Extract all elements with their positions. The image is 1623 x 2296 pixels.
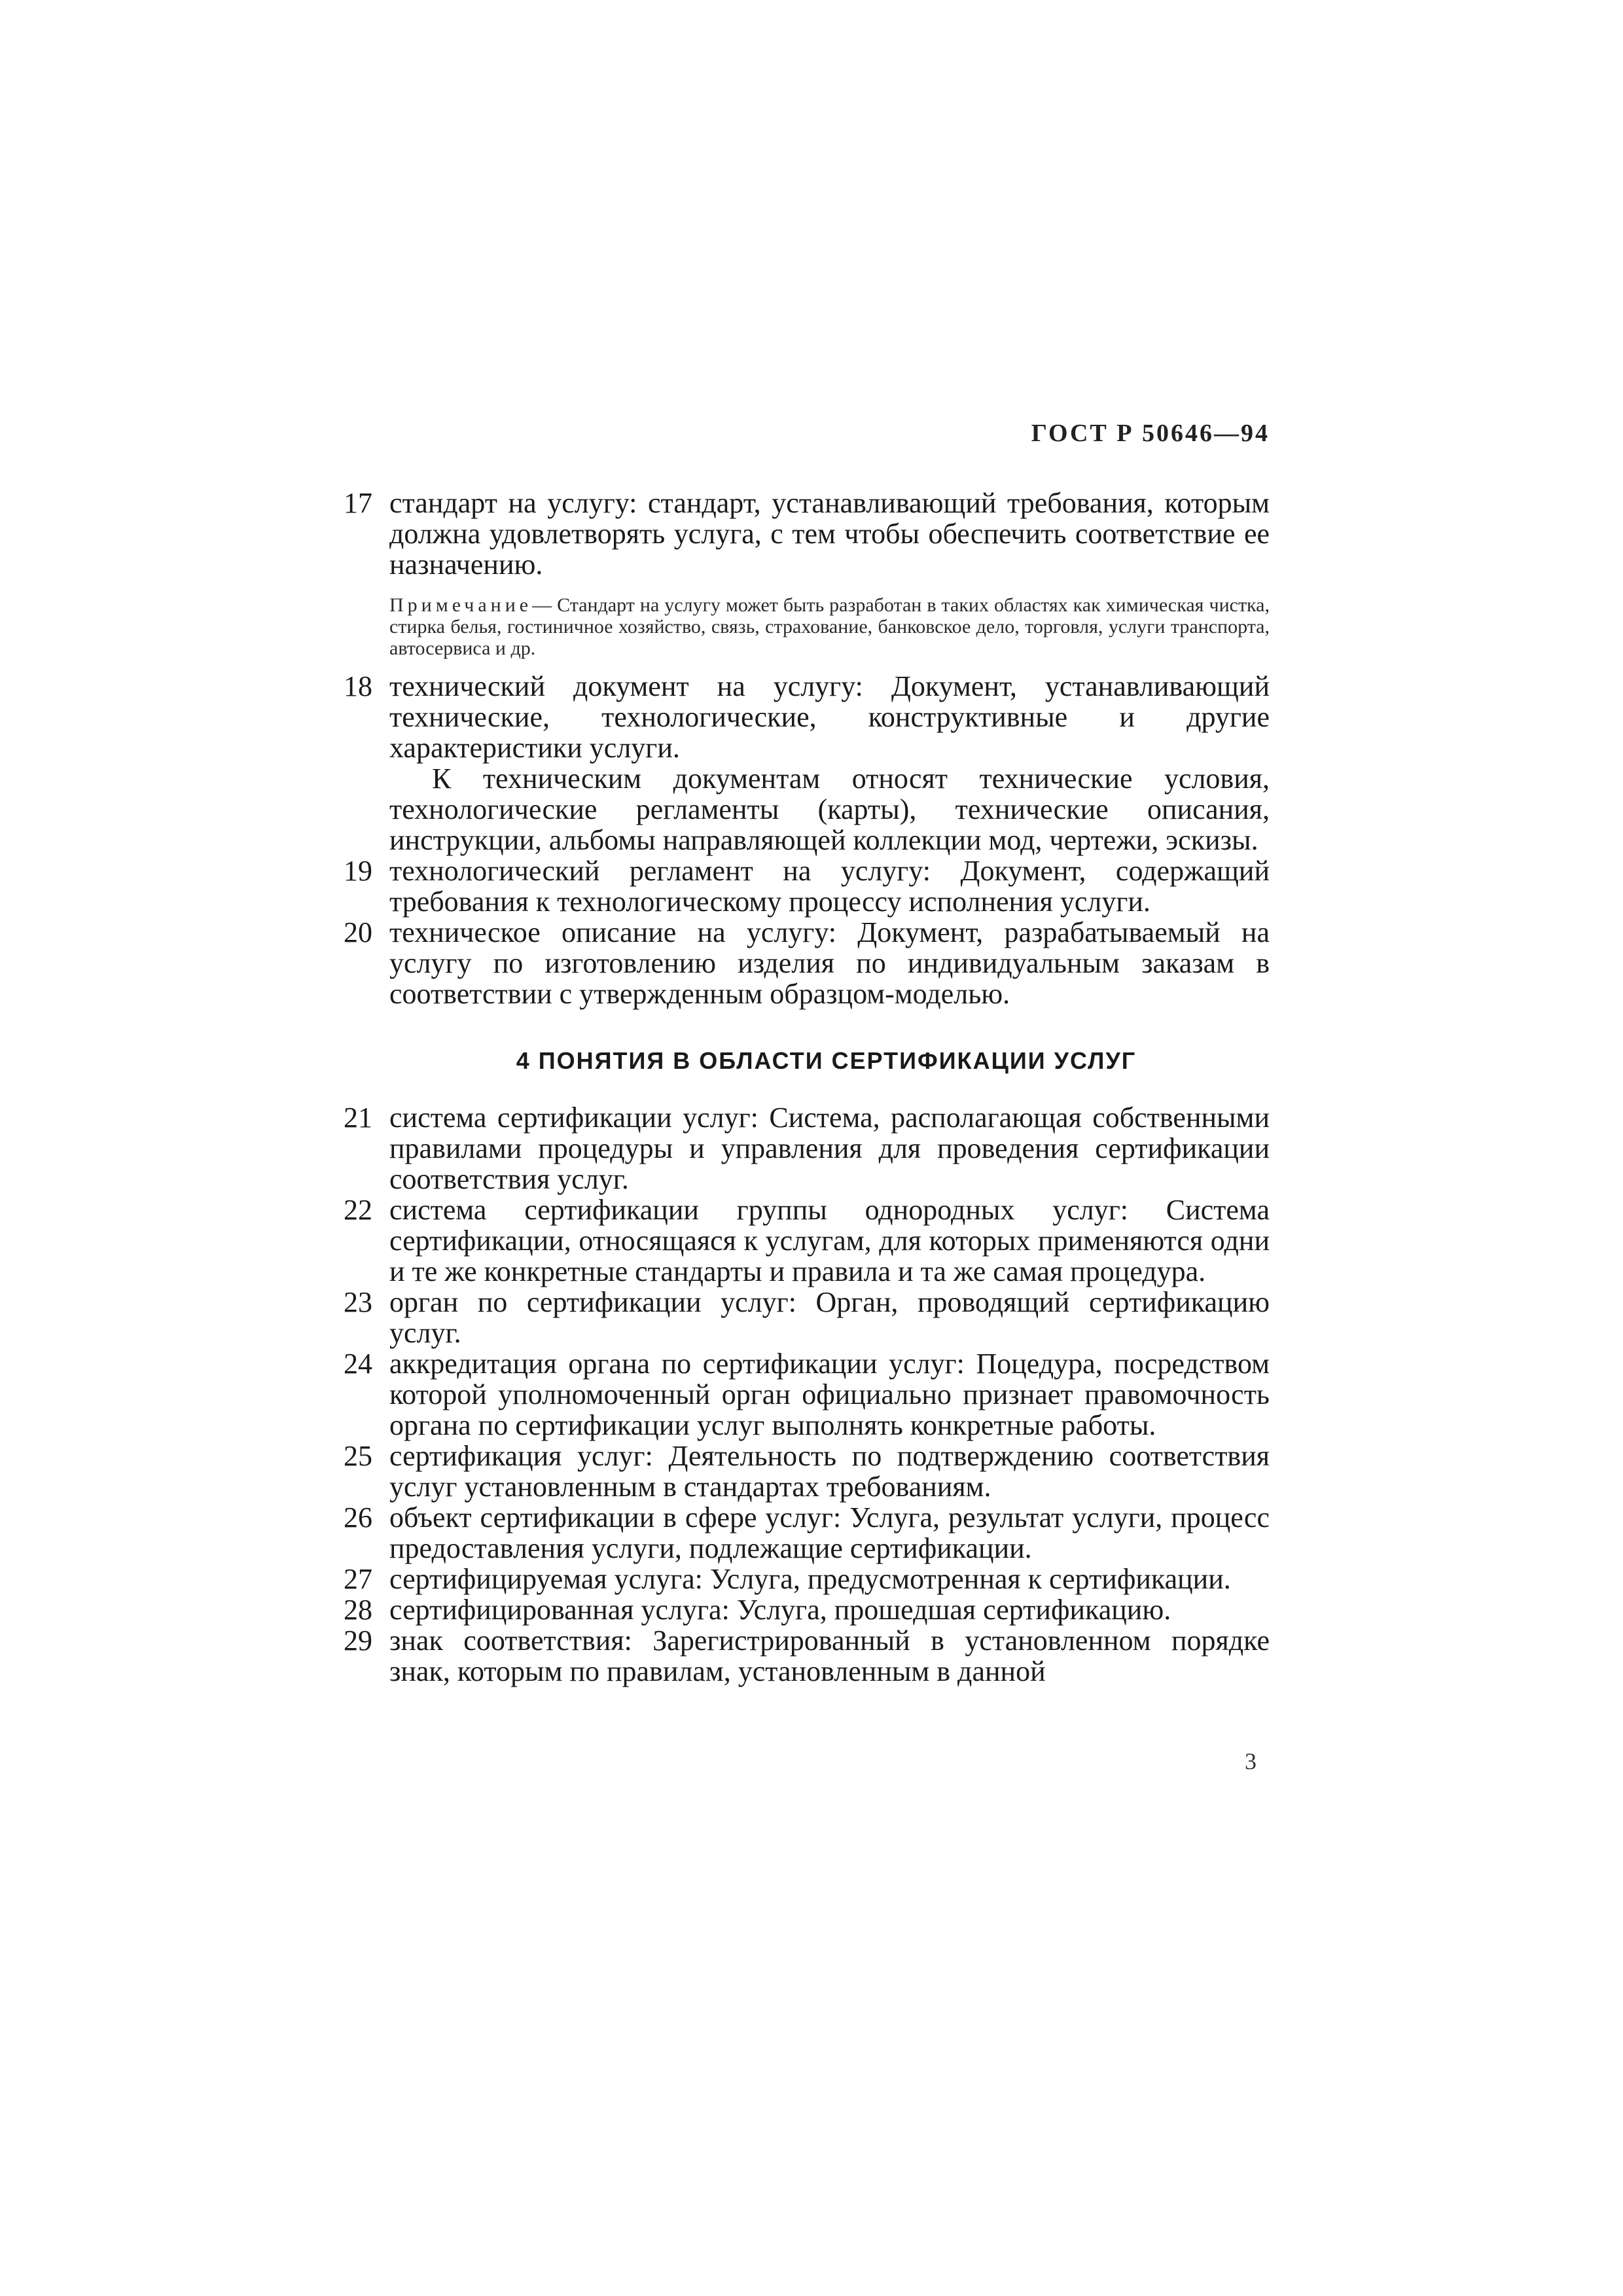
term-text: сертификация услуг: Деятельность по подтверждению соответствия услуг установленным в стандартах требованиям. (389, 1440, 1270, 1503)
term-text: система сертификации группы однородных услуг: Система сертификации, относящаяся к услугам, для которых применяются одни и те же конкретные стандарты и правила и та же самая процедура. (389, 1194, 1270, 1287)
term-continuation: К техническим документам относят технические условия, технологические регламенты (карты), технические описания, инструкции, альбомы направляющей коллекции мод, чертежи, эскизы. (389, 762, 1270, 856)
term-text: знак соответствия: Зарегистрированный в установленном порядке знак, которым по правилам, установленным в данной (389, 1624, 1270, 1687)
term-text: технологический регламент на услугу: Документ, содержащий требования к технологическому процессу исполнения услуги. (389, 855, 1270, 918)
term-text: сертифицируемая услуга: Услуга, предусмотренная к сертификации. (389, 1563, 1231, 1595)
term-entry (344, 1502, 1270, 1564)
note (344, 594, 1270, 659)
term-entry (344, 1564, 1270, 1594)
document-body (344, 488, 1270, 1687)
term-number: 27 (344, 1563, 372, 1595)
term-number: 29 (344, 1624, 372, 1657)
term-entry (344, 488, 1270, 580)
term-text: объект сертификации в сфере услуг: Услуга, результат услуги, процесс предоставления услуги, подлежащие сертификации. (389, 1501, 1270, 1564)
term-number: 22 (344, 1194, 372, 1226)
term-number: 23 (344, 1286, 372, 1318)
term-text: техническое описание на услугу: Документ, разрабатываемый на услугу по изготовлению изделия по индивидуальным заказам в соответствии с утвержденным образцом-моделью. (389, 916, 1270, 1010)
term-text: технический документ на услугу: Документ, устанавливающий технические, технологические, конструктивные и другие характеристики услуги. (389, 670, 1270, 764)
term-entry (344, 1348, 1270, 1441)
term-entry (344, 671, 1270, 763)
term-entry (344, 1194, 1270, 1287)
term-number: 21 (344, 1102, 372, 1134)
term-number: 28 (344, 1594, 372, 1626)
term-entry (344, 917, 1270, 1009)
document-header: ГОСТ Р 50646—94 (1031, 420, 1270, 447)
term-number: 19 (344, 855, 372, 887)
term-text: сертифицированная услуга: Услуга, прошедшая сертификацию. (389, 1594, 1171, 1626)
term-entry (344, 1102, 1270, 1194)
term-number: 24 (344, 1348, 372, 1380)
term-entry (344, 1594, 1270, 1625)
page-number: 3 (1245, 1748, 1257, 1774)
note-text: — Стандарт на услугу может быть разработан в таких областях как химическая чистка, стирка белья, гостиничное хозяйство, связь, страхование, банковское дело, торговля, услуги транспорта, автосервиса и др. (389, 594, 1270, 659)
term-text: система сертификации услуг: Система, располагающая собственными правилами процедуры и управления для проведения сертификации соответствия услуг. (389, 1102, 1270, 1195)
term-entry (344, 1287, 1270, 1348)
term-number: 17 (344, 487, 372, 519)
note-label: Примечание (389, 594, 533, 616)
term-text: орган по сертификации услуг: Орган, проводящий сертификацию услуг. (389, 1286, 1270, 1349)
term-entry (344, 1625, 1270, 1687)
term-number: 26 (344, 1501, 372, 1534)
term-number: 25 (344, 1440, 372, 1472)
term-number: 20 (344, 916, 372, 948)
term-entry (344, 1441, 1270, 1502)
term-number: 18 (344, 670, 372, 702)
term-text: аккредитация органа по сертификации услуг: Поцедура, посредством которой уполномоченный орган официально признает правомочность органа по сертификации услуг выполнять конкретные работы. (389, 1348, 1270, 1441)
section-title: 4 ПОНЯТИЯ В ОБЛАСТИ СЕРТИФИКАЦИИ УСЛУГ (516, 1047, 1137, 1074)
term-text: стандарт на услугу: стандарт, устанавливающий требования, которым должна удовлетворять услуга, с тем чтобы обеспечить соответствие ее назначению. (389, 487, 1270, 581)
term-entry (344, 855, 1270, 917)
